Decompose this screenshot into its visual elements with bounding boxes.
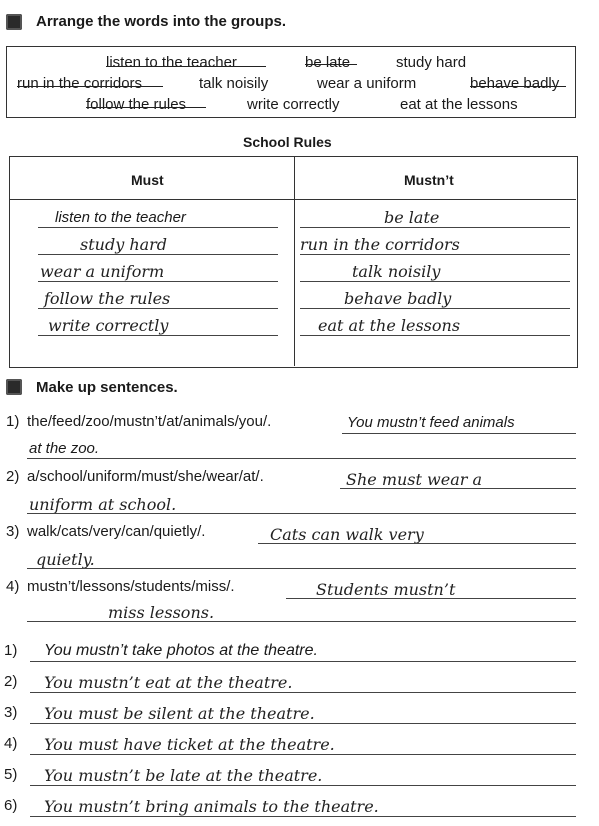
writing-line	[38, 227, 278, 228]
scrambled-prompt: walk/cats/very/can/quietly/.	[27, 523, 206, 540]
sentence-number: 5)	[4, 766, 18, 783]
writing-line	[300, 254, 570, 255]
word-item: behave badly	[470, 75, 560, 92]
scrambled-prompt: a/school/uniform/must/she/wear/at/.	[27, 468, 264, 485]
word-item: study hard	[396, 54, 467, 71]
mustnt-entry: be late	[384, 208, 440, 227]
word-item: wear a uniform	[317, 75, 417, 92]
crossout-mark	[17, 86, 163, 87]
sentence-number: 3)	[6, 523, 20, 540]
word-item: be late	[305, 54, 351, 71]
writing-line	[300, 227, 570, 228]
writing-line	[300, 335, 570, 336]
must-entry: listen to the teacher	[55, 209, 186, 226]
writing-line	[340, 488, 576, 489]
task-marker-icon	[6, 379, 22, 395]
mustnt-header: Mustn’t	[404, 172, 454, 188]
writing-line	[30, 692, 576, 693]
task2-title: Make up sentences.	[36, 379, 178, 396]
must-header: Must	[131, 172, 164, 188]
writing-line	[286, 598, 576, 599]
sentence-number: 3)	[4, 704, 18, 721]
crossout-mark	[86, 107, 206, 108]
writing-line	[27, 621, 576, 622]
sentence-number: 2)	[6, 468, 20, 485]
sentence-number: 2)	[4, 673, 18, 690]
answer-line-b: at the zoo.	[29, 440, 100, 457]
writing-line	[258, 543, 576, 544]
word-item: listen to the teacher	[106, 54, 237, 71]
word-item: eat at the lessons	[400, 96, 518, 113]
theatre-sentence: You must have ticket at the theatre.	[44, 735, 335, 754]
writing-line	[30, 723, 576, 724]
writing-line	[30, 661, 576, 662]
sentence-number: 6)	[4, 797, 18, 814]
theatre-sentence: You mustn’t take photos at the theatre.	[44, 642, 318, 659]
word-item: follow the rules	[86, 96, 187, 113]
table-header-rule	[10, 199, 576, 200]
answer-line-a: Students mustn’t	[316, 580, 456, 599]
mustnt-entry: run in the corridors	[300, 235, 460, 254]
writing-line	[27, 568, 576, 569]
writing-line	[30, 785, 576, 786]
answer-line-a: Cats can walk very	[270, 525, 424, 544]
table-divider	[294, 157, 295, 366]
writing-line	[300, 281, 570, 282]
answer-line-b: uniform at school.	[29, 495, 177, 514]
theatre-sentence: You mustn’t be late at the theatre.	[44, 766, 323, 785]
word-item: run in the corridors	[17, 75, 143, 92]
answer-line-b: quietly.	[36, 550, 95, 569]
must-entry: wear a uniform	[40, 262, 165, 281]
mustnt-entry: eat at the lessons	[318, 316, 461, 335]
crossout-mark	[106, 66, 266, 67]
crossout-mark	[305, 64, 357, 65]
sentence-number: 4)	[4, 735, 18, 752]
word-item: write correctly	[247, 96, 340, 113]
word-item: talk noisily	[199, 75, 269, 92]
writing-line	[38, 335, 278, 336]
must-entry: follow the rules	[44, 289, 171, 308]
task1-title: Arrange the words into the groups.	[36, 13, 287, 30]
writing-line	[27, 513, 576, 514]
answer-line-a: You mustn’t feed animals	[347, 414, 515, 431]
writing-line	[38, 281, 278, 282]
sentence-number: 1)	[4, 642, 18, 659]
scrambled-prompt: the/feed/zoo/mustn’t/at/animals/you/.	[27, 413, 272, 430]
writing-line	[300, 308, 570, 309]
mustnt-entry: talk noisily	[352, 262, 441, 281]
must-entry: write correctly	[48, 316, 169, 335]
writing-line	[27, 458, 576, 459]
task-marker-icon	[6, 14, 22, 30]
writing-line	[30, 754, 576, 755]
theatre-sentence: You mustn’t eat at the theatre.	[44, 673, 293, 692]
answer-line-b: miss lessons.	[108, 603, 215, 622]
sentence-number: 4)	[6, 578, 20, 595]
scrambled-prompt: mustn’t/lessons/students/miss/.	[27, 578, 235, 595]
theatre-sentence: You mustn’t bring animals to the theatre.	[44, 797, 379, 816]
mustnt-entry: behave badly	[344, 289, 452, 308]
theatre-sentence: You must be silent at the theatre.	[44, 704, 315, 723]
sentence-number: 1)	[6, 413, 20, 430]
writing-line	[30, 816, 576, 817]
must-entry: study hard	[80, 235, 168, 254]
answer-line-a: She must wear a	[346, 470, 482, 489]
writing-line	[38, 254, 278, 255]
writing-line	[342, 433, 576, 434]
table-title: School Rules	[243, 134, 332, 150]
writing-line	[38, 308, 278, 309]
crossout-mark	[470, 86, 566, 87]
